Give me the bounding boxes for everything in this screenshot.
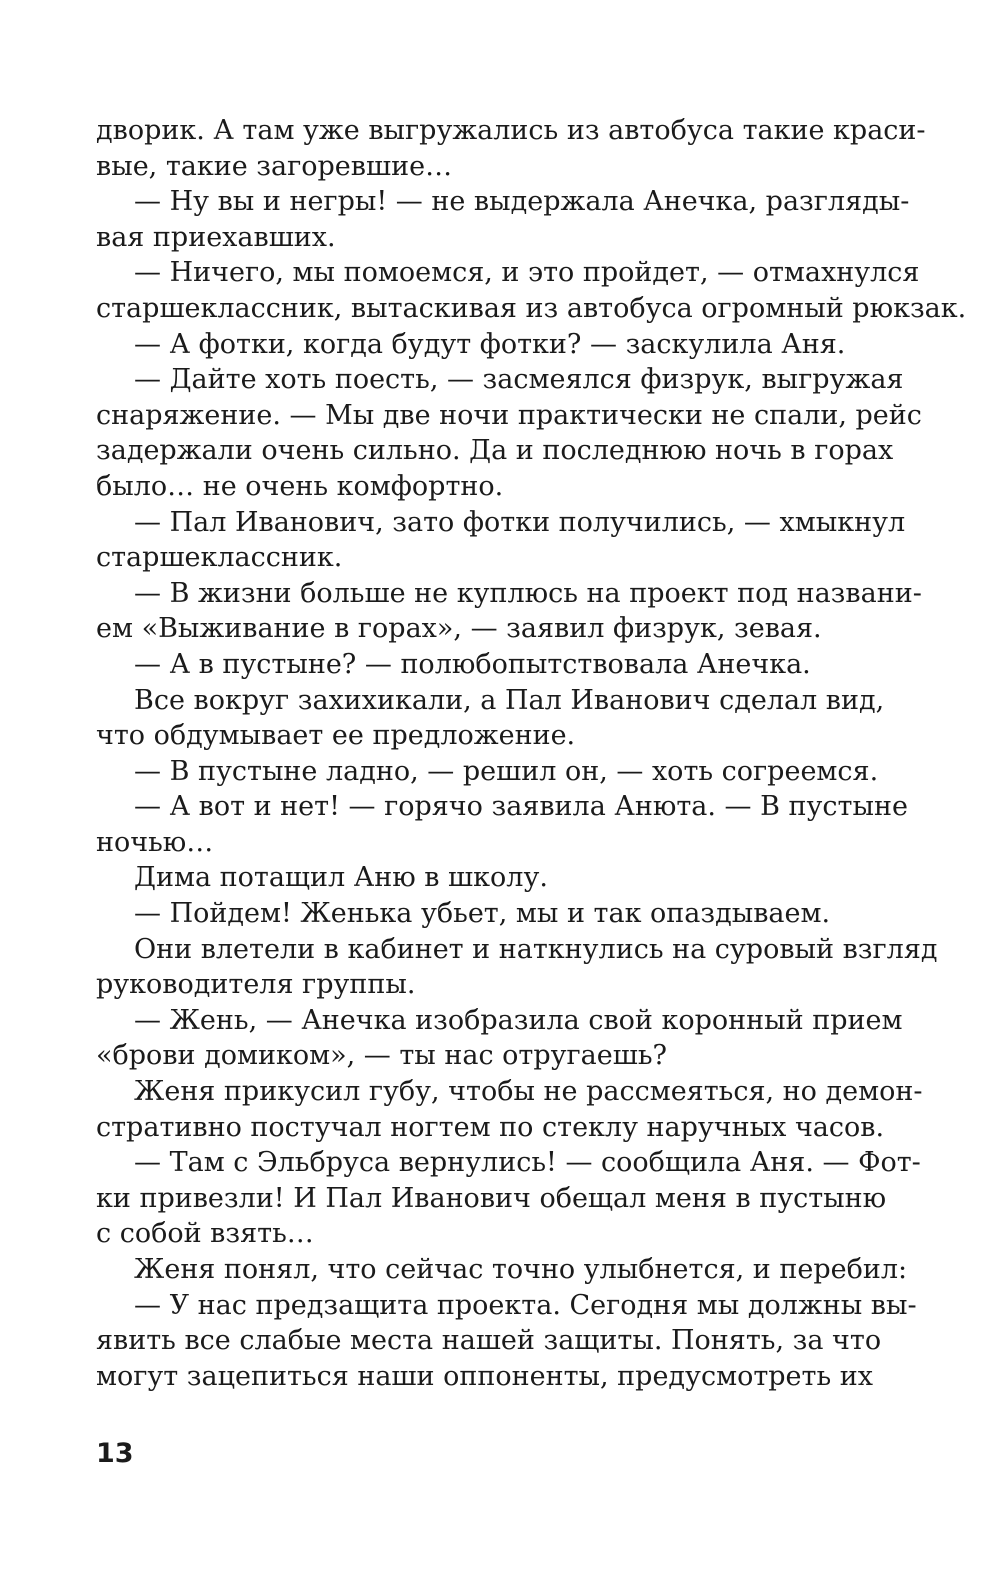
text-line: Они влетели в кабинет и наткнулись на суровый взгляд <box>134 933 938 965</box>
text-line: старшеклассник, вытаскивая из автобуса огромный рюкзак. <box>96 292 967 324</box>
text-line: было… не очень комфортно. <box>96 470 504 502</box>
text-line: — А вот и нет! — горячо заявила Анюта. — В пустыне <box>134 791 908 823</box>
text-line: вая приехавших. <box>96 221 336 253</box>
text-line: — Дайте хоть поесть, — засмеялся физрук, выгружая <box>134 364 904 396</box>
text-line: руководителя группы. <box>96 969 416 1001</box>
text-line: явить все слабые места нашей защиты. Понять, за что <box>96 1325 882 1357</box>
text-line: Женя понял, что сейчас точно улыбнется, и перебил: <box>134 1254 908 1285</box>
text-line: — Ну вы и негры! — не выдержала Анечка, разгляды- <box>134 186 910 218</box>
text-line: ночью… <box>96 826 214 858</box>
text-line: — Пойдем! Женька убьет, мы и так опаздываем. <box>134 898 831 930</box>
text-line: — В жизни больше не куплюсь на проект под названи- <box>134 577 922 609</box>
text-line: — А в пустыне? — полюбопытствовала Анечка. <box>134 648 811 680</box>
text-line: снаряжение. — Мы две ночи практически не спали, рейс <box>96 399 922 431</box>
text-line: — У нас предзащита проекта. Сегодня мы должны вы- <box>134 1289 917 1321</box>
text-line: Дима потащил Аню в школу. <box>134 862 548 894</box>
text-line: «брови домиком», — ты нас отругаешь? <box>96 1040 668 1072</box>
text-line: задержали очень сильно. Да и последнюю ночь в горах <box>96 435 894 467</box>
page-number: 13 <box>96 1438 134 1469</box>
text-line: — В пустыне ладно, — решил он, — хоть согреемся. <box>134 755 879 787</box>
text-line: — Пал Иванович, зато фотки получились, — хмыкнул <box>134 506 906 538</box>
text-line: что обдумывает ее предложение. <box>96 720 576 752</box>
page-body <box>96 113 967 1394</box>
text-line: — Ничего, мы помоемся, и это пройдет, — отмахнулся <box>134 257 920 289</box>
text-line: — Жень, — Анечка изобразила свой коронный прием <box>134 1004 903 1036</box>
text-line: ем «Выживание в горах», — заявил физрук, зевая. <box>96 613 822 645</box>
text-line: стративно постучал ногтем по стеклу наручных часов. <box>96 1111 885 1143</box>
text-line: — А фотки, когда будут фотки? — заскулила Аня. <box>134 328 846 360</box>
text-line: Женя прикусил губу, чтобы не рассмеяться, но демон- <box>134 1076 923 1108</box>
text-line: ки привезли! И Пал Иванович обещал меня в пустыню <box>96 1182 887 1214</box>
text-line: дворик. А там уже выгружались из автобуса такие краси- <box>96 115 926 146</box>
text-line: вые, такие загоревшие… <box>96 150 453 182</box>
text-line: с собой взять… <box>96 1218 314 1250</box>
text-line: — Там с Эльбруса вернулись! — сообщила Аня. — Фот- <box>134 1147 921 1179</box>
text-line: старшеклассник. <box>96 542 343 574</box>
text-line: Все вокруг захихикали, а Пал Иванович сделал вид, <box>134 684 885 716</box>
text-line: могут зацепиться наши оппоненты, предусмотреть их <box>96 1360 873 1392</box>
